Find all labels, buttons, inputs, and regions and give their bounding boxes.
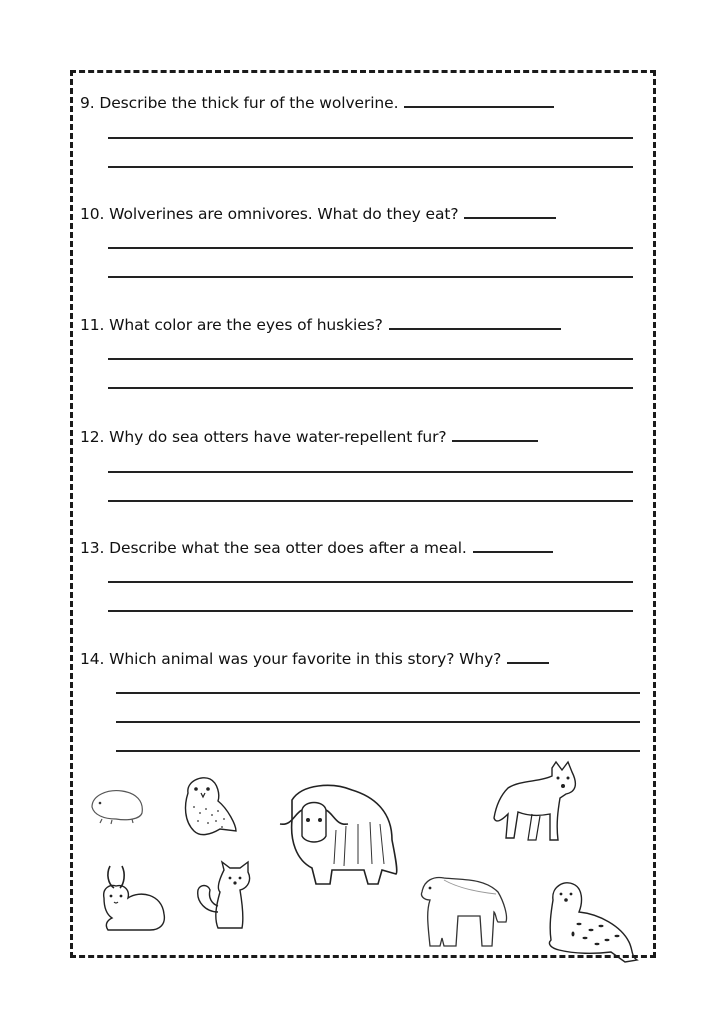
question-13 [80, 537, 553, 557]
answer-line[interactable] [108, 166, 633, 168]
answer-blank[interactable] [464, 203, 556, 219]
question-14-text: 14. Which animal was your favorite in this story? Why? [80, 650, 502, 668]
snowy-owl-icon [180, 775, 240, 840]
arctic-wolf-icon [492, 762, 588, 844]
answer-blank[interactable] [507, 648, 549, 664]
question-9-text: 9. Describe the thick fur of the wolverine. [80, 94, 399, 112]
answer-blank[interactable] [389, 314, 561, 330]
question-11-text: 11. What color are the eyes of huskies? [80, 316, 383, 334]
lemming-icon [88, 785, 148, 825]
question-11 [80, 314, 561, 334]
question-12 [80, 426, 538, 446]
answer-line[interactable] [108, 471, 633, 473]
question-10-text: 10. Wolverines are omnivores. What do they eat? [80, 205, 459, 223]
answer-line[interactable] [108, 387, 633, 389]
question-10 [80, 203, 556, 223]
answer-blank[interactable] [452, 426, 538, 442]
answer-line[interactable] [108, 276, 633, 278]
wolverine-icon [418, 872, 510, 950]
musk-ox-icon [272, 780, 400, 895]
answer-blank[interactable] [473, 537, 553, 553]
answer-line[interactable] [108, 581, 633, 583]
question-14 [80, 648, 549, 668]
answer-line[interactable] [108, 500, 633, 502]
answer-line[interactable] [108, 247, 633, 249]
seal-icon [545, 880, 645, 965]
arctic-hare-icon [100, 864, 172, 934]
question-9 [80, 92, 554, 112]
question-12-text: 12. Why do sea otters have water-repellent fur? [80, 428, 447, 446]
answer-line[interactable] [116, 750, 640, 752]
arctic-fox-icon [194, 862, 254, 932]
answer-line[interactable] [116, 692, 640, 694]
answer-line[interactable] [116, 721, 640, 723]
answer-line[interactable] [108, 610, 633, 612]
question-13-text: 13. Describe what the sea otter does after a meal. [80, 539, 467, 557]
answer-line[interactable] [108, 137, 633, 139]
answer-line[interactable] [108, 358, 633, 360]
answer-blank[interactable] [404, 92, 554, 108]
